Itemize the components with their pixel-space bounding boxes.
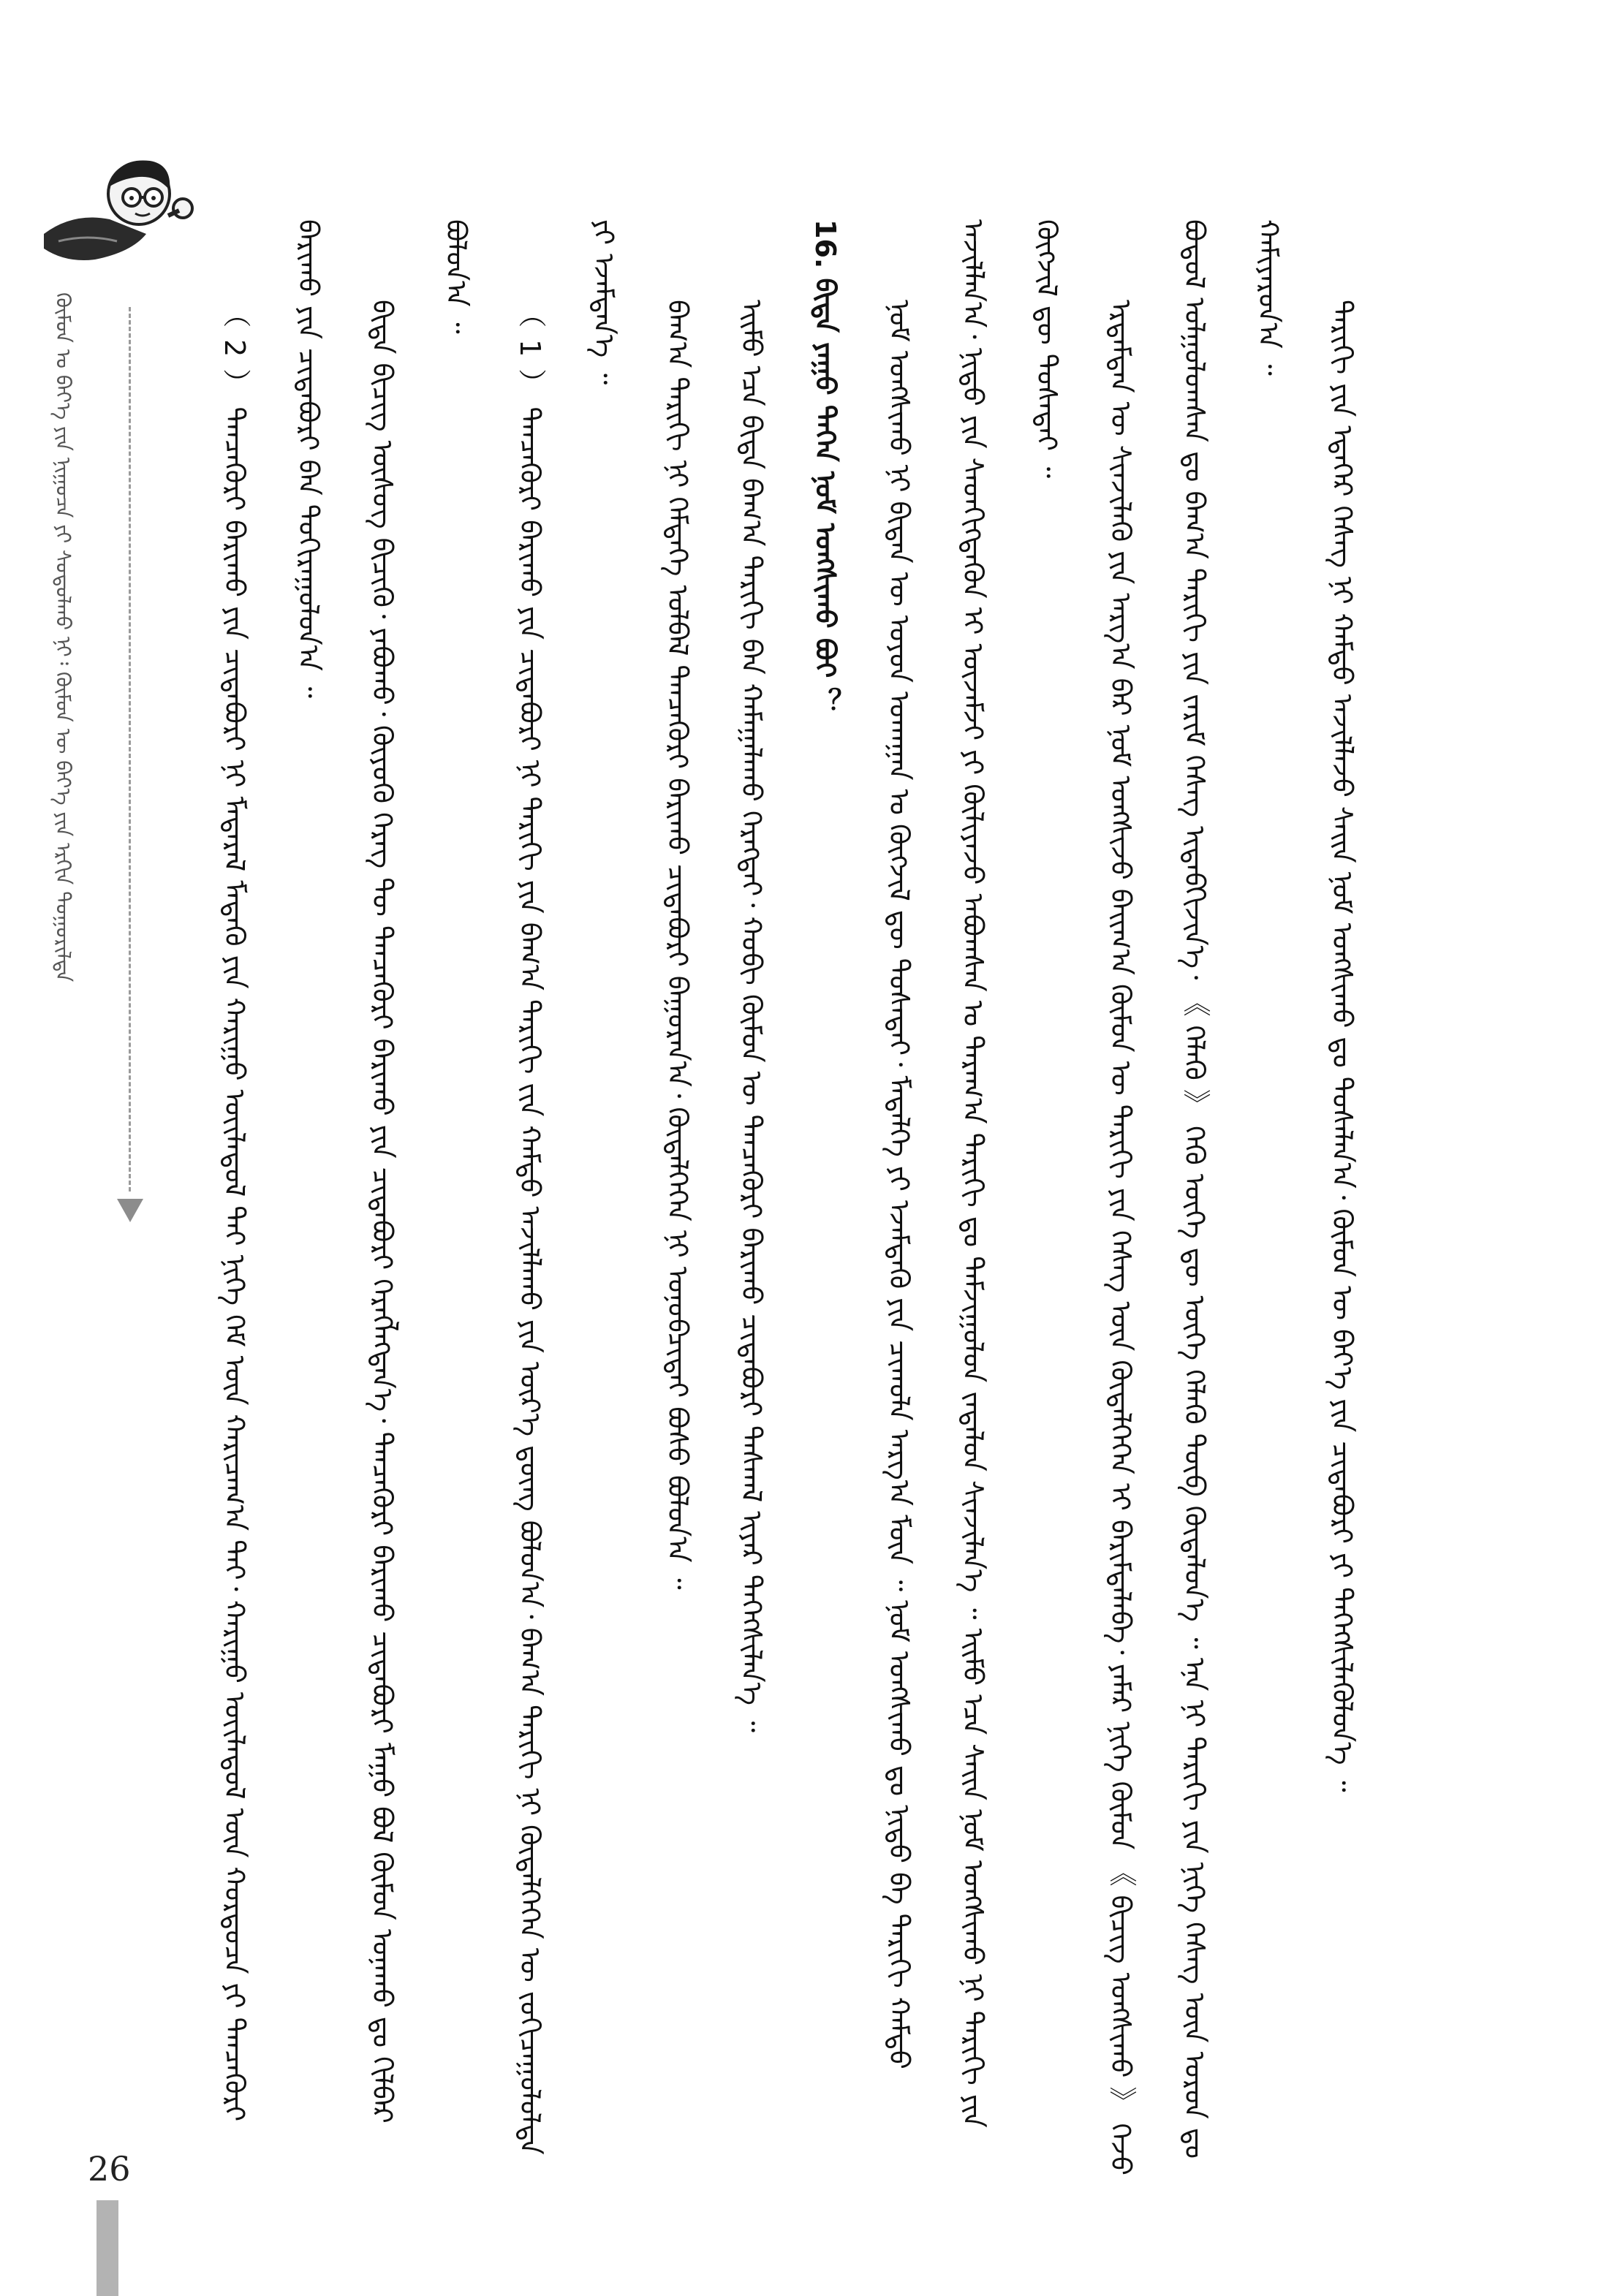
page-edge-bar — [97, 2200, 118, 2296]
item-2-paragraph — [197, 219, 345, 2178]
boy-with-glasses-mascot-icon — [29, 124, 205, 270]
answer-paragraph-3: ᠲᠠᠷᠢᠬᠢ ᠶᠢᠨ ᠡᠳᠡᠭᠡᠷ ᠬᠡᠰᠡᠭ ᠨᠢ ᠬᠠᠮᠲᠤ ᠠᠵᠢᠯᠯᠠᠵᠤ ᠰᠠᠢᠨ ᠨᠣᠮ ᠤᠩᠰᠢᠬᠤ ᠳᠤ ᠲᠤᠰᠠᠯᠠᠨ᠎ᠠ᠂ ᠬᠦᠮᠦᠨ ᠦ ᠪᠡᠶ᠎ᠡ ᠶᠢᠨ ᠴᠢᠳᠠᠪᠤᠷᠢ ᠶᠢ ᠳᠡᠭᠡᠭᠰᠢᠯᠡᠭᠦᠯᠦᠨ᠎ᠡ ᠃ — [1326, 300, 1358, 1792]
answer-paragraph-1: ᠨᠣᠮ ᠤᠩᠰᠢᠬᠤ ᠨᠢ ᠪᠢᠳᠡᠨ ᠦ ᠤᠶᠤᠨ ᠤᠬᠠᠭᠠᠨ ᠤ ᠬᠥᠭᠵᠢᠯ ᠳᠦ ᠲᠤᠰᠠᠲᠠᠢ᠂ ᠮᠡᠳᠡᠯᠭᠡ ᠶᠢ ᠡᠵᠡᠮᠳᠡᠬᠦ ᠶᠢᠨ ᠴᠢᠬᠤᠯᠠ ᠠᠷᠭ᠎ᠠ ᠮᠥᠨ ᠃ ᠨᠣᠮ ᠤᠩᠰᠢᠬᠤ ᠳᠤ ᠨᠢᠳᠦ ᠪᠠ ᠲᠠᠷᠢᠬᠢ ᠬᠠᠮᠲᠤ ᠠᠵᠢᠯᠯᠠᠨ᠎ᠠ᠂ ᠨᠢᠳᠦ ᠶᠢᠨ ᠰᠡᠳᠬᠢᠭᠳᠡᠬᠦᠨ ᠢ ᠦᠵᠡᠮᠵᠢ ᠶᠢ ᠬᠦᠯᠢᠶᠡᠵᠦ ᠠᠪᠤᠭᠰᠠᠨ ᠤ ᠳᠠᠷᠠᠭ᠎ᠠ ᠲᠠᠷᠢᠬᠢ ᠳᠤ ᠳᠠᠮᠵᠢᠭᠤᠯᠤᠨ ᠵᠠᠳᠠᠯᠤᠨ ᠰᠢᠨᠵᠢᠯᠡᠨ᠎ᠡ ᠃ ᠡᠢᠮᠦ ᠡᠴᠡ ᠰᠠᠢᠨ ᠨᠣᠮ ᠤᠩᠰᠢᠬᠤ ᠨᠢ ᠲᠠᠷᠢᠬᠢ ᠶᠢᠨ ᠬᠥᠭᠵᠢᠯ ᠳᠦ ᠲᠤᠰᠠᠲᠠᠢ ᠃ — [883, 219, 1063, 2128]
header-dashed-rule — [129, 307, 131, 1191]
question-heading: 16. ᠪᠢᠳᠡ ᠶᠠᠭᠤ ᠳᠡᠭᠡᠨ ᠨᠣᠮ ᠤᠩᠰᠢᠬᠤ ᠪᠤᠢ ？ — [809, 219, 841, 716]
answer-paragraph-2: ᠡᠷᠳᠡᠮᠲᠡᠨ ᠦ ᠰᠢᠨᠵᠢᠯᠡᠬᠦ ᠶᠢᠨ ᠠᠷᠭ᠎ᠠ ᠪᠡᠷ ᠨᠣᠮ ᠤᠩᠰᠢᠵᠤ ᠪᠠᠢᠭ᠎ᠠ ᠬᠦᠮᠦᠨ ᠦ ᠲᠠᠷᠢᠬᠢ ᠶᠢᠨ ᠬᠡᠰᠡᠭ ᠦᠨ ᠬᠥᠳᠡᠯᠭᠡᠭᠡᠨ ᠢ ᠪᠠᠷᠢᠮᠲᠠᠯᠠᠪᠠ᠂ ᠶᠠᠮᠠᠷ ᠨᠢᠭᠡ ᠬᠦᠮᠦᠨ 《 ᠪᠢᠴᠢᠭ ᠤᠩᠰᠢᠬᠤ 》 ᠭᠡᠵᠦ ᠪᠣᠳᠣᠯ ᠣᠯᠭᠤᠯᠤᠭᠰᠠᠨ ᠳᠤ ᠪᠠᠭ᠎ᠠ ᠲᠠᠷᠢᠬᠢ ᠶᠢᠨ ᠵᠠᠷᠢᠮ ᠬᠡᠰᠡᠭ ᠢᠳᠡᠪᠬᠢᠵᠢᠨ᠎ᠡ᠂ 《 ᠬᠡᠯᠡᠬᠦ 》 ᠭᠡᠬᠦ ᠦᠭᠡ ᠳᠦ ᠦᠭᠡ ᠬᠡᠯᠡᠬᠦ ᠲᠥᠪ ᠬᠥᠳᠡᠯᠦᠨ᠎ᠡ ᠃ ᠡᠨᠡ ᠨᠢ ᠲᠠᠷᠢᠬᠢ ᠶᠢᠨ ᠨᠢᠭᠡ ᠬᠡᠰᠡᠭ ᠦᠨ ᠣᠷᠣᠨ ᠳᠤ ᠬᠠᠮᠢᠶᠠᠷᠤᠨ᠎ᠠ ᠃ — [1105, 219, 1285, 2175]
item-1-text: ᠲᠡᠨᠴᠡᠭᠦᠷᠢ ᠪᠠᠷᠢᠬᠤ ᠶᠢᠨ ᠴᠢᠳᠠᠪᠤᠷᠢ ᠨᠢ ᠲᠠᠷᠢᠬᠢ ᠶᠢᠨ ᠪᠠᠭ᠎ᠠ ᠲᠠᠷᠢᠬᠢ ᠵᠢᠨ ᠬᠠᠮᠲᠤ ᠠᠵᠢᠯᠯᠠᠬᠤ ᠶᠢᠨ ᠦᠷ᠎ᠡ ᠳ᠋ᠦᠩ ᠪᠣᠯᠤᠨ᠎ᠠ᠂ ᠪᠠᠭ᠎ᠠ ᠲᠠᠷᠢᠬᠢ ᠨᠢ ᠬᠥᠳᠡᠯᠭᠡᠭᠡᠨ ᠦ ᠵᠣᠬᠢᠴᠠᠭᠤᠯᠤᠯᠲᠠ ᠶᠢ ᠡᠵᠡᠮᠳᠡᠨ᠎ᠡ ᠃ — [514, 219, 620, 2155]
item-1-marker: （ 1 ） — [514, 300, 546, 398]
item-1-paragraph-b: ᠪᠠᠭ᠎ᠠ ᠲᠠᠷᠢᠬᠢ ᠨᠢ ᠭᠡᠮᠲᠡᠭᠡ ᠣᠯᠪᠠᠯ ᠲᠡᠨᠴᠡᠭᠦᠷᠢ ᠪᠠᠷᠢᠬᠤ ᠴᠢᠳᠠᠪᠤᠷᠢ ᠪᠠᠭᠤᠷᠠᠨ᠎ᠠ᠂ ᠬᠥᠳᠡᠯᠭᠡᠭᠡᠨ ᠨᠢ ᠣᠨᠣᠪᠴᠢᠲᠠᠢ ᠪᠤᠰᠤ ᠪᠣᠯᠤᠨ᠎ᠠ ᠃ — [662, 300, 694, 1590]
item-1-paragraph-c: ᠡᠢᠮᠦ ᠡᠴᠡ ᠪᠢᠳᠡ ᠪᠠᠭ᠎ᠠ ᠲᠠᠷᠢᠬᠢ ᠪᠡᠨ ᠬᠠᠮᠠᠭᠠᠯᠠᠬᠤ ᠬᠡᠷᠡᠭᠲᠡᠢ᠂ ᠬᠤᠪᠢ ᠬᠦᠮᠦᠨ ᠦ ᠲᠡᠨᠴᠡᠭᠦᠷᠢ ᠪᠠᠷᠢᠬᠤ ᠴᠢᠳᠠᠪᠤᠷᠢ ᠳᠠᠰᠬᠠᠯ ᠢᠶᠠᠷ ᠳᠡᠭᠡᠭᠰᠢᠯᠡᠨ᠎ᠡ ᠃ — [735, 300, 768, 1732]
body-text — [197, 219, 1440, 2178]
item-2-marker: （ 2 ） — [219, 300, 251, 398]
triangle-down-icon — [117, 1199, 143, 1222]
item-2-text: ᠲᠡᠨᠴᠡᠭᠦᠷᠢ ᠪᠠᠷᠢᠬᠤ ᠶᠢᠨ ᠴᠢᠳᠠᠪᠤᠷᠢ ᠨᠢ ᠮᠡᠳᠡᠷᠡᠯ ᠮᠡᠳᠡᠬᠦ ᠶᠢᠨ ᠬᠠᠷᠢᠭᠤ ᠦᠢᠯᠡᠳᠦᠯ ᠲᠡᠢ ᠨᠢᠭᠡ ᠬᠡᠮ ᠦᠨ ᠬᠠᠷᠢᠴᠠᠭ᠎ᠠ ᠲᠠᠢ᠂ ᠬᠠᠷᠢᠭᠤ ᠦᠢᠯᠡᠳᠦᠯ ᠦᠨ ᠬᠤᠷᠳᠤᠴᠠ ᠶᠢ ᠲᠡᠨᠴᠡᠭᠦᠷᠢ ᠪᠠᠷᠢᠬᠤ ᠶᠢᠨ ᠴᠢᠳᠠᠪᠤᠷᠢ ᠪᠠᠨ ᠲᠣᠬᠢᠷᠠᠭᠤᠯᠤᠨ᠎ᠠ ᠃ — [219, 219, 325, 2122]
item-1-paragraph — [493, 219, 640, 2178]
running-header: ᠬᠦᠮᠦᠨ ᠤ ᠪᠡᠶ᠎ᠡ ᠶᠢᠨ ᠨᠢᠭᠤᠴᠠ ᠶᠢ ᠰᠤᠳᠤᠯᠬᠤ ᠨᠢ᠄ ᠬᠦᠮᠦᠨ ᠦ ᠪᠡᠶ᠎ᠡ ᠶᠢᠨ ᠡᠷᠭᠢᠨ ᠲᠣᠭᠤᠷᠢᠯᠲᠠ — [51, 292, 75, 982]
item-2-paragraph-b: ᠪᠢᠳᠡ ᠪᠢᠴᠢᠭ ᠦᠰᠦᠭ ᠪᠢᠴᠢᠬᠦ᠂ ᠶᠠᠪᠤᠬᠤ᠂ ᠭᠦᠶᠦᠬᠦ ᠬᠡᠷᠡᠭ ᠲᠦ ᠲᠡᠨᠴᠡᠭᠦᠷᠢ ᠪᠠᠷᠢᠬᠤ ᠶᠢᠨ ᠴᠢᠳᠠᠪᠤᠷᠢ ᠬᠡᠷᠡᠭᠯᠡᠭᠳᠡᠨ᠎ᠡ᠂ ᠲᠡᠨᠴᠡᠭᠦᠷᠢ ᠪᠠᠷᠢᠬᠤ ᠴᠢᠳᠠᠪᠤᠷᠢ ᠮᠠᠭᠤ ᠪᠣᠯ ᠬᠦᠮᠦᠨ ᠤᠨᠠᠬᠤ ᠳᠤ ᠬᠢᠯᠪᠠᠷ ᠪᠣᠯᠤᠨ᠎ᠠ ᠃ — [366, 219, 472, 2123]
page-number: 26 — [88, 2149, 131, 2189]
